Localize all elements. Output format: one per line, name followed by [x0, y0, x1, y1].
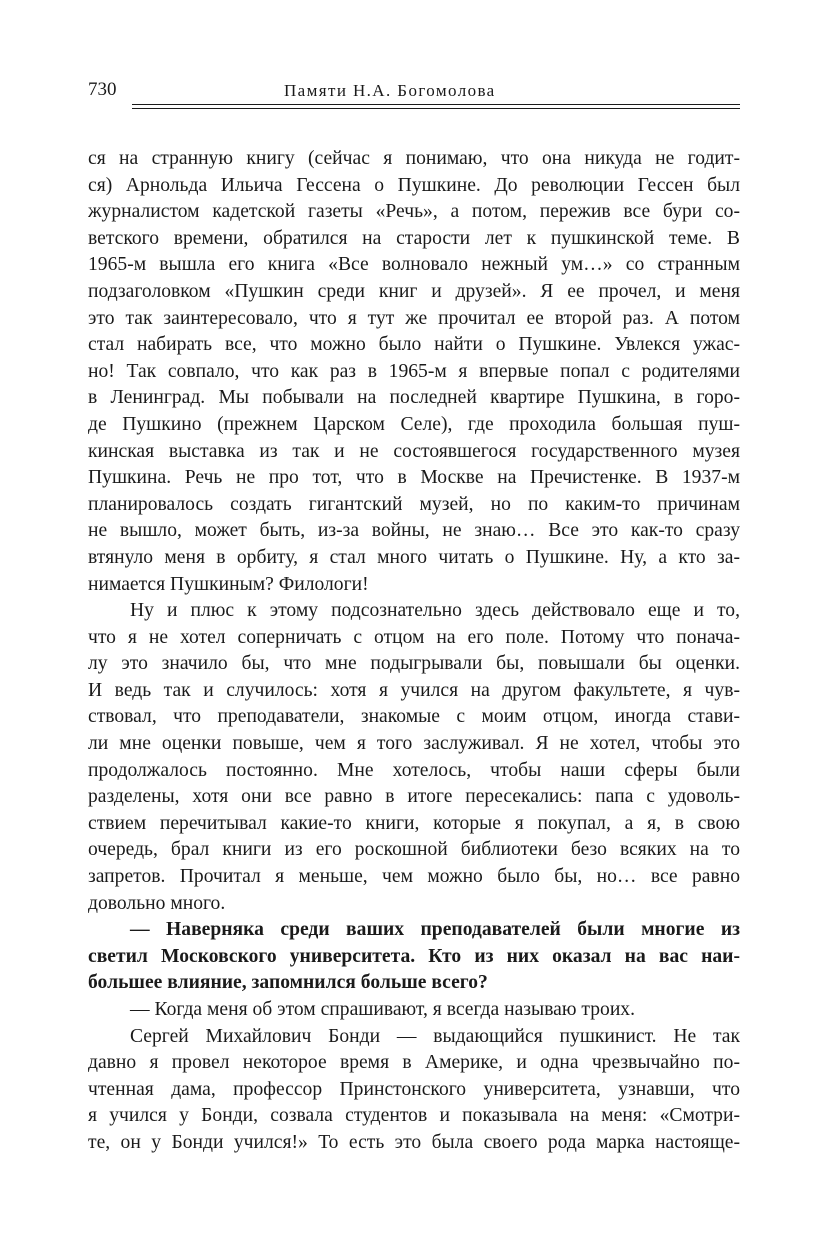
text-line: Сергей Михайлович Бонди — выдающийся пушкинист. Не так [130, 1025, 740, 1047]
text-line: втянуло меня в орбиту, я стал много читать о Пушкине. Ну, а кто за- [88, 546, 740, 568]
text-line: де Пушкино (прежнем Царском Селе), где проходила большая пуш- [88, 413, 740, 435]
text-line: ли мне оценки повыше, чем я того заслуживал. Я не хотел, чтобы это [88, 733, 740, 755]
header-rule-bottom [132, 108, 740, 109]
text-line: подзаголовком «Пушкин среди книг и друзей». Я ее прочел, и меня [88, 280, 740, 302]
question-line: — Наверняка среди ваших преподавателей были многие из [130, 919, 740, 941]
page-header [88, 76, 740, 104]
text-line: чтенная дама, профессор Принстонского университета, узнавши, что [88, 1078, 740, 1100]
page-number: 730 [88, 79, 117, 100]
text-line: я учился у Бонди, созвала студентов и показывала на меня: «Смотри- [88, 1105, 740, 1127]
text-line: но! Так совпало, что как раз в 1965-м я впервые попал с родителями [88, 360, 740, 382]
text-line: кинская выставка из так и не состоявшегося государственного музея [88, 440, 740, 462]
text-line: что я не хотел соперничать с отцом на его поле. Потому что понача- [88, 626, 740, 648]
text-line: ствовал, что преподаватели, знакомые с моим отцом, иногда стави- [88, 706, 740, 728]
text-line: — Когда меня об этом спрашивают, я всегда называю троих. [130, 999, 635, 1020]
text-line: довольно много. [88, 892, 226, 914]
text-line: ствием перечитывал какие-то книги, которые я покупал, а я, в свою [88, 812, 740, 834]
header-rule-top [132, 104, 740, 105]
text-line: очередь, брал книги из его роскошной библиотеки безо всяких на то [88, 839, 740, 861]
text-line: И ведь так и случилось: хотя я учился на другом факультете, я чув- [88, 679, 740, 701]
text-line: лу это значило бы, что мне подыгрывали бы, повышали бы оценки. [88, 653, 740, 675]
question-line: светил Московского университета. Кто из них оказал на вас наи- [88, 945, 740, 967]
text-line: запретов. Прочитал я меньше, чем можно было бы, но… все равно [88, 866, 740, 888]
running-title: Памяти Н.А. Богомолова [284, 81, 496, 100]
text-line: это так заинтересовало, что я тут же прочитал ее второй раз. А потом [88, 307, 740, 329]
text-line: 1965-м вышла его книга «Все волновало нежный ум…» со странным [88, 254, 740, 276]
text-line: продолжалось постоянно. Мне хотелось, чтобы наши сферы были [88, 759, 740, 781]
text-line: разделены, хотя они все равно в итоге пересекались: папа с удоволь- [88, 786, 740, 808]
body-text [88, 146, 740, 1157]
text-line: планировалось создать гигантский музей, но по каким-то причинам [88, 493, 740, 515]
text-line: ся) Арнольда Ильича Гессена о Пушкине. До революции Гессен был [88, 174, 740, 196]
text-line: нимается Пушкиным? Филологи! [88, 573, 369, 595]
text-line: в Ленинград. Мы побывали на последней квартире Пушкина, в горо- [88, 387, 740, 409]
text-line: журналистом кадетской газеты «Речь», а потом, пережив все бури со- [88, 201, 740, 223]
text-line: ся на странную книгу (сейчас я понимаю, что она никуда не годит- [88, 148, 740, 169]
text-line: давно я провел некоторое время в Америке, и одна чрезвычайно по- [88, 1052, 740, 1074]
text-line: Ну и плюс к этому подсознательно здесь действовало еще и то, [130, 600, 740, 622]
text-line: ветского времени, обратился на старости лет к пушкинской теме. В [88, 227, 740, 249]
text-line: стал набирать все, что можно было найти о Пушкине. Увлекся ужас- [88, 334, 740, 356]
text-line: Пушкина. Речь не про тот, что в Москве на Пречистенке. В 1937-м [88, 467, 740, 489]
text-line: те, он у Бонди учился!» То есть это была своего рода марка настояще- [88, 1131, 740, 1153]
question-line: большее влияние, запомнился больше всего? [88, 972, 488, 994]
text-line: не вышло, может быть, из-за войны, не знаю… Все это как-то сразу [88, 520, 740, 542]
